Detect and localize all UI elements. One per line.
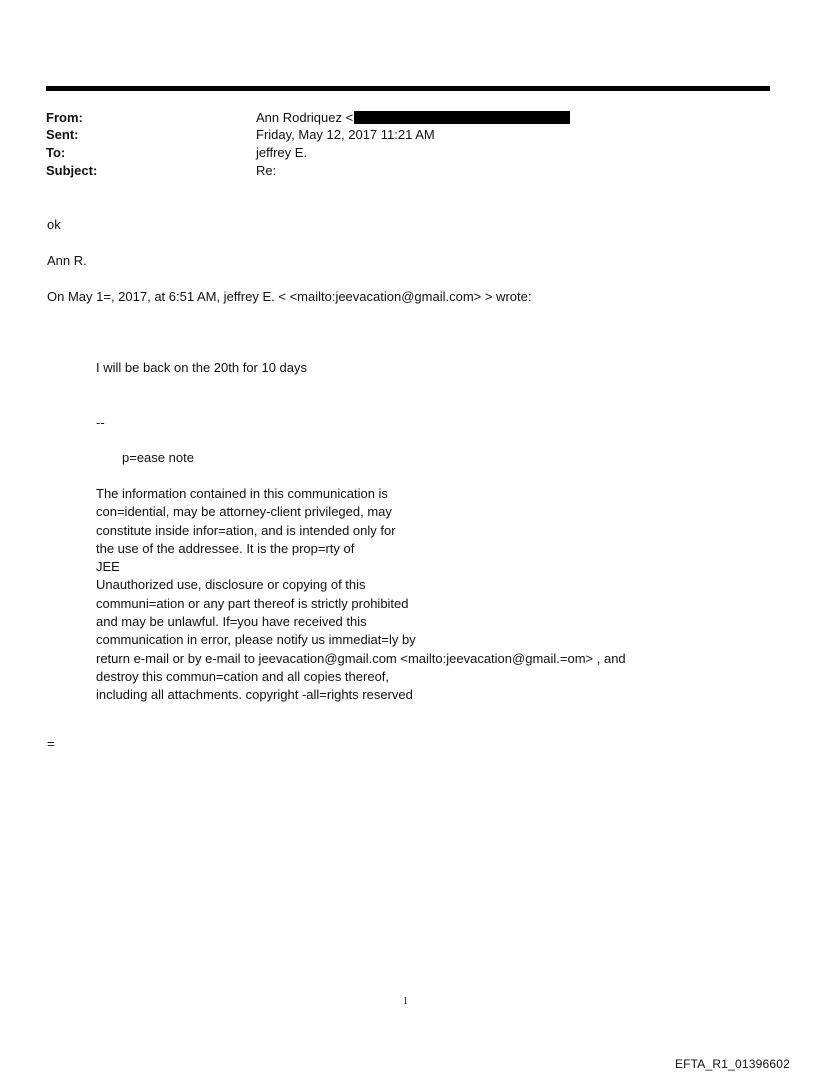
- disclaimer-line: communi=ation or any part thereof is strictly prohibited: [96, 595, 409, 611]
- to-value: jeffrey E.: [256, 145, 308, 160]
- quote-intro: On May 1=, 2017, at 6:51 AM, jeffrey E. < <mailto:jeevacation@gmail.com> > wrote:: [47, 289, 532, 304]
- disclaimer-line: communication in error, please notify us immediat=ly by: [96, 632, 416, 648]
- redaction-bar: [354, 111, 570, 124]
- header-divider: [46, 86, 770, 91]
- disclaimer-line: Unauthorized use, disclosure or copying of this: [96, 577, 366, 593]
- disclaimer-line: including all attachments. copyright -all=rights reserved: [96, 687, 413, 703]
- sent-label: Sent:: [46, 127, 79, 142]
- from-label: From:: [46, 110, 83, 125]
- from-value: [256, 109, 570, 127]
- disclaimer-line: con=idential, may be attorney-client privileged, may: [96, 504, 392, 520]
- confidentiality-disclaimer: [96, 485, 626, 705]
- disclaimer-line: the use of the addressee. It is the prop=rty of: [96, 540, 355, 556]
- signature-separator: --: [96, 415, 105, 430]
- signature: Ann R.: [47, 253, 87, 268]
- disclaimer-line: destroy this commun=cation and all copies thereof,: [96, 668, 390, 684]
- sent-value: Friday, May 12, 2017 11:21 AM: [256, 127, 435, 142]
- to-label: To:: [46, 145, 66, 160]
- disclaimer-line: The information contained in this communication is: [96, 486, 388, 501]
- trailing-equals: =: [47, 736, 55, 751]
- please-note: p=ease note: [122, 450, 194, 465]
- bates-number: EFTA_R1_01396602: [674, 1057, 790, 1071]
- disclaimer-line: return e-mail or by e-mail to jeevacation@gmail.com <mailto:jeevacation@gmail.=om> , and: [96, 650, 626, 666]
- reply-text: ok: [47, 217, 61, 232]
- quoted-message: I will be back on the 20th for 10 days: [96, 360, 308, 375]
- page-number: 1: [403, 996, 408, 1007]
- disclaimer-line: JEE: [96, 559, 120, 575]
- disclaimer-line: constitute inside infor=ation, and is intended only for: [96, 522, 396, 538]
- disclaimer-line: and may be unlawful. If=you have received this: [96, 614, 367, 630]
- subject-label: Subject:: [46, 163, 98, 178]
- sender-name: Ann Rodriquez <: [256, 110, 354, 125]
- subject-value: Re:: [256, 163, 277, 178]
